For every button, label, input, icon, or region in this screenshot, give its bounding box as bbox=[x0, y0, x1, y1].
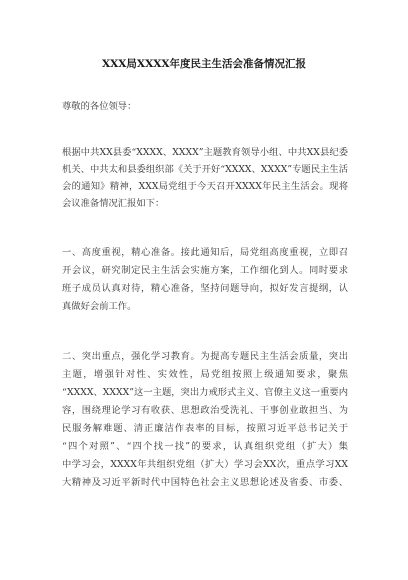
paragraph-3-line-8: 大精神及习近平新时代中国特色社会主义思想论述及省委、市委、 bbox=[62, 477, 348, 488]
paragraph-2-line-4: 真做好会前工作。 bbox=[62, 301, 137, 312]
paragraph-3-line-2: 主题，增强针对性、实效性，局党组按照上级通知要求，聚焦 bbox=[62, 369, 348, 380]
paragraph-3-line-7: 中学习会，XXXX年共组织党组（扩大）学习会XX次，重点学习XX bbox=[62, 459, 348, 470]
paragraph-1-line-2: 机关、中共太和县委组织部《关于开好“XXXX、XXXX”专题民主生活 bbox=[62, 164, 348, 175]
document-title: XXX局XXXX年度民主生活会准备情况汇报 bbox=[101, 58, 307, 70]
paragraph-1-line-4: 会议准备情况汇报如下： bbox=[62, 198, 165, 209]
paragraph-3-line-1: 二、突出重点，强化学习教育。为提高专题民主生活会质量，突出 bbox=[62, 351, 348, 362]
paragraph-1-line-1: 根据中共XX县委“XXXX、XXXX”主题教育领导小组、中共XX县纪委 bbox=[62, 147, 348, 158]
paragraph-2-line-2: 开会议，研究制定民主生活会实施方案，工作细化到人。同时要求 bbox=[62, 265, 348, 276]
salutation: 尊敬的各位领导： bbox=[62, 101, 137, 112]
paragraph-1-line-3: 会的通知》精神，XXX局党组于今天召开XXXX年民主生活会。现将 bbox=[62, 181, 348, 192]
paragraph-3-line-6: “四个对照”、“四个找一找”的要求，认真组织党组（扩大）集 bbox=[62, 441, 348, 452]
paragraph-3-line-3: “XXXX、XXXX”这一主题，突出力戒形式主义、官僚主义这一重要内 bbox=[62, 387, 348, 398]
paragraph-3-line-5: 民服务解难题、清正廉洁作表率的目标，按照习近平总书记关于 bbox=[62, 423, 348, 434]
paragraph-2-line-3: 班子成员认真对待，精心准备，坚持问题导向，拟好发言提纲，认 bbox=[62, 283, 348, 294]
paragraph-2-line-1: 一、高度重视，精心准备。接此通知后，局党组高度重视，立即召 bbox=[62, 247, 348, 258]
paragraph-3-line-4: 容，围绕理论学习有收获、思想政治受洗礼、干事创业敢担当、为 bbox=[62, 405, 348, 416]
